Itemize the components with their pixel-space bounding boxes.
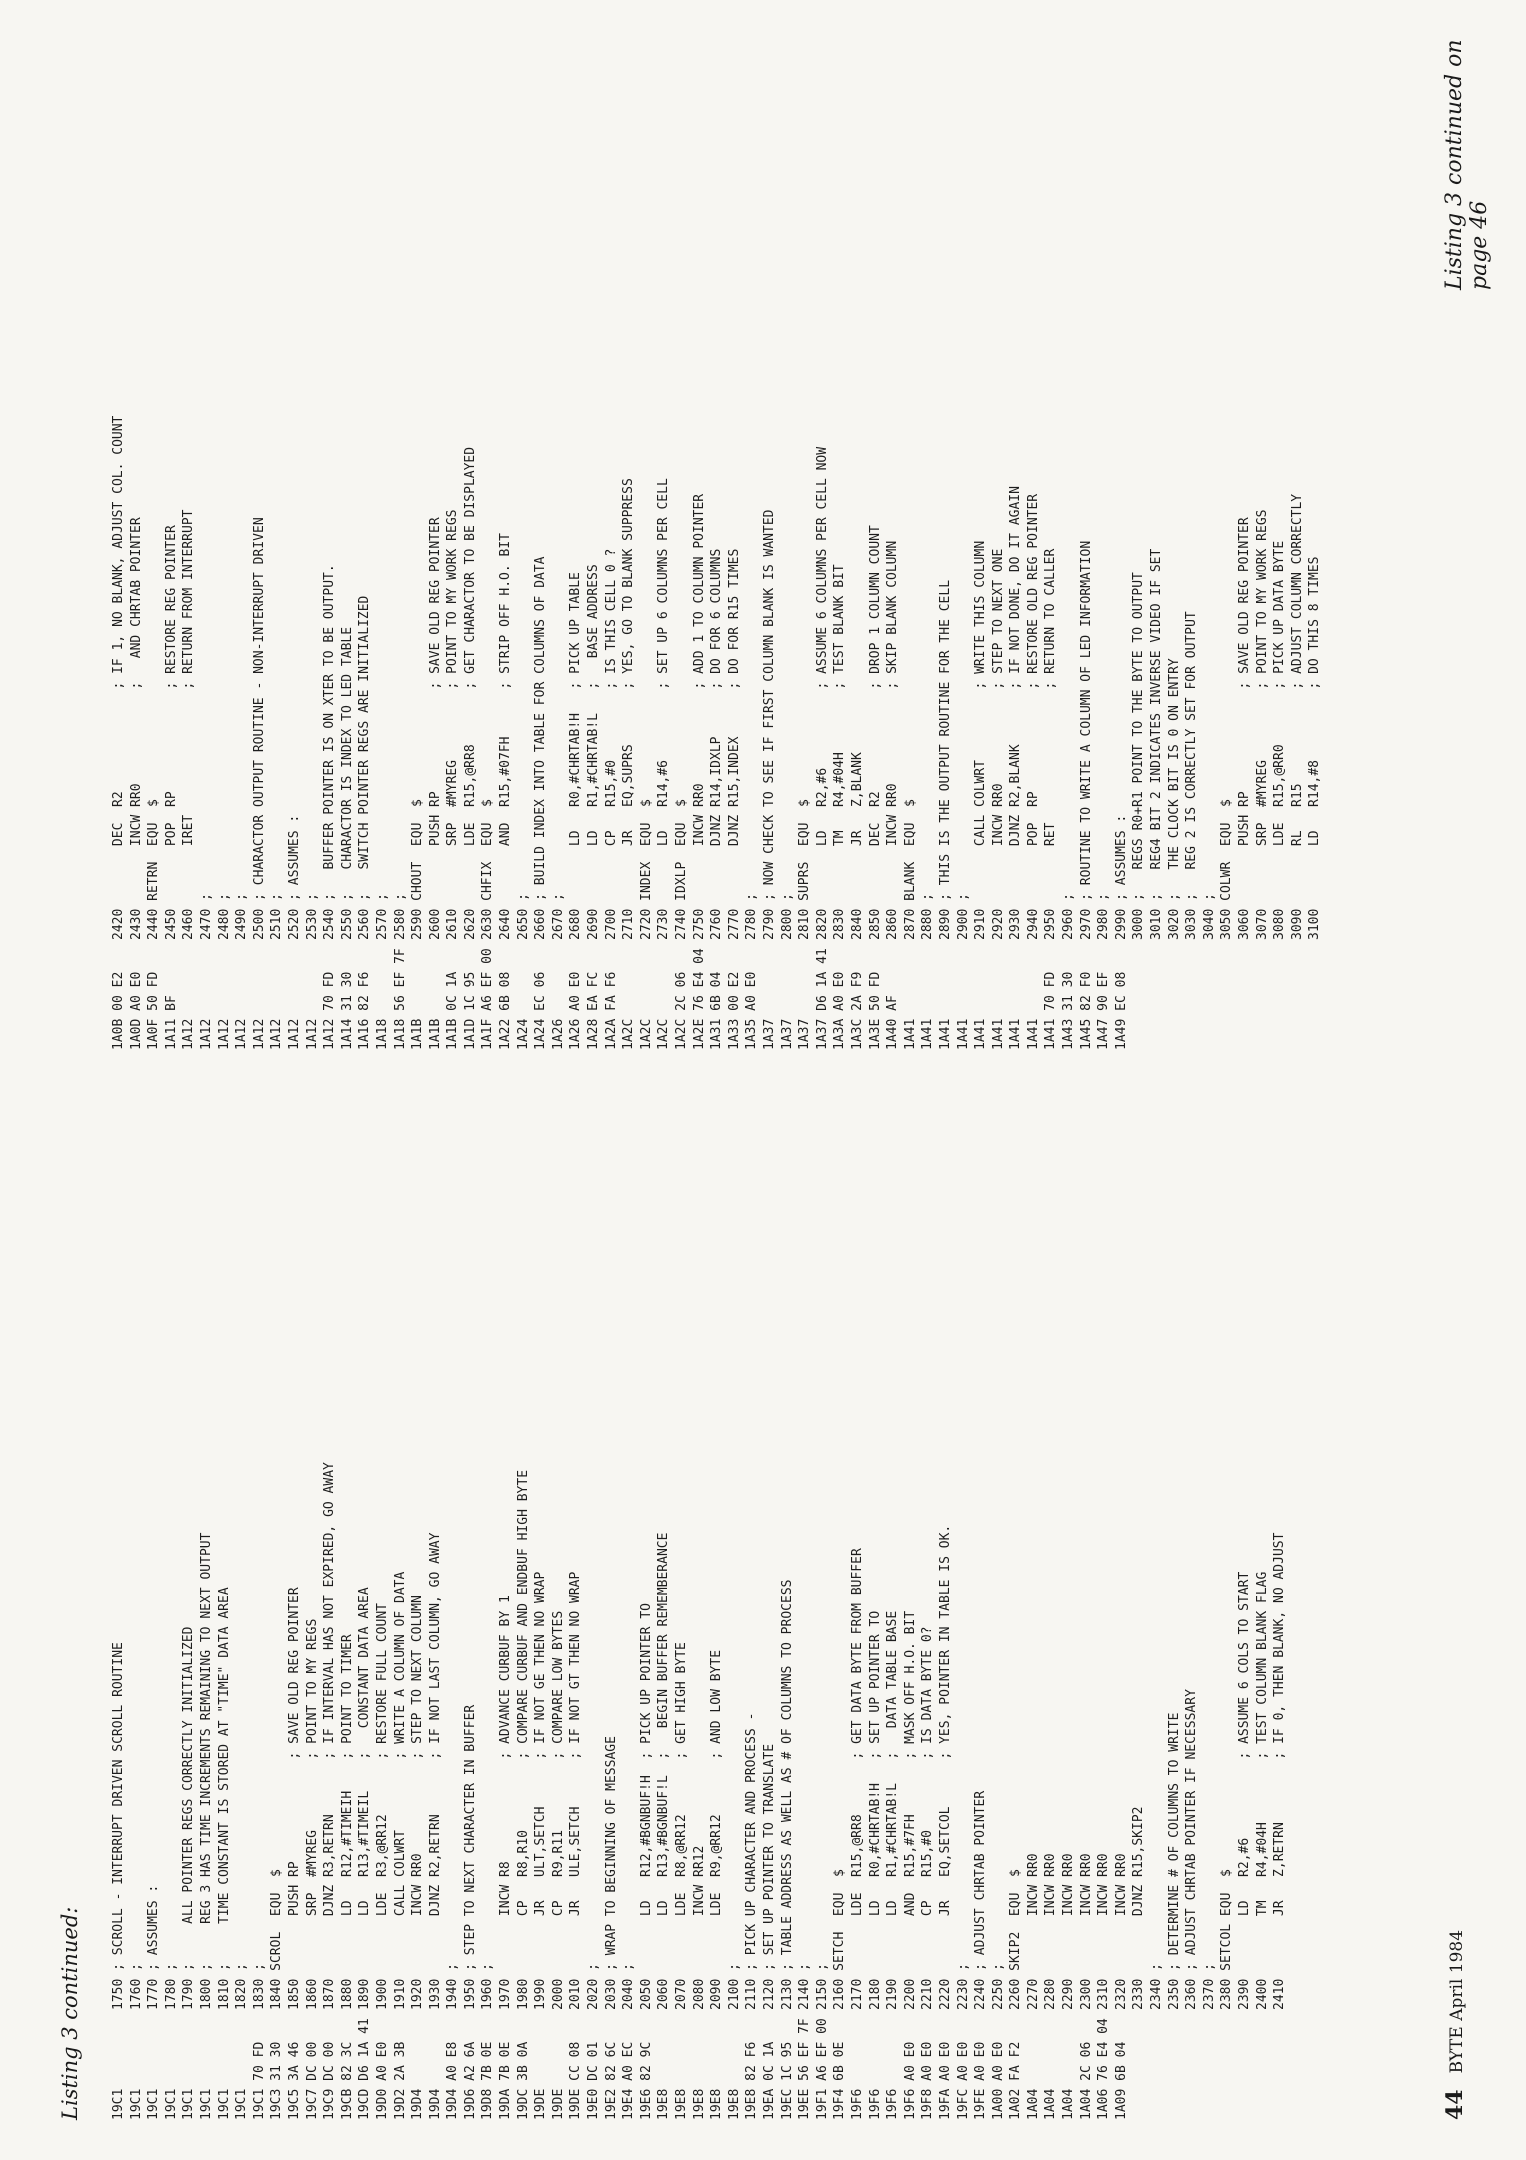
- listing-line: 1A09 6B 04: [1113, 2041, 1129, 2120]
- listing-line: 2850 DEC R2 ; DROP 1 COLUMN COUNT: [867, 525, 883, 940]
- listing-line: 1A12: [304, 1018, 320, 1050]
- listing-line: 1A1B: [410, 1018, 426, 1050]
- listing-line: 3050 COLWR EQU $: [1219, 799, 1235, 940]
- listing-line: 1840 SCROL EQU $: [269, 1869, 285, 2010]
- listing-line: 1A41: [1025, 1018, 1041, 1050]
- listing-line: 2200 AND R15,#7FH ; MASK OFF H.O. BIT: [902, 1610, 918, 2010]
- listing-line: 19F1 A6 EF 00: [814, 2018, 830, 2120]
- listing-line: 2730 LD R14,#6 ; SET UP 6 COLUMNS PER CELL: [656, 478, 672, 940]
- listing-line: 2610 SRP #MYREG ; POINT TO MY WORK REGS: [445, 509, 461, 940]
- listing-line: 1A28 EA FC: [586, 971, 602, 1050]
- listing-line: 19C1: [181, 2088, 197, 2120]
- listing-line: 2750 INCW RR0 ; ADD 1 TO COLUMN POINTER: [691, 493, 707, 940]
- listing-line: 2230 ;: [955, 1963, 971, 2010]
- page-footer: [1442, 1930, 1468, 2120]
- listing-line: 2980 ;: [1096, 893, 1112, 940]
- listing-line: 1A04: [1043, 2088, 1059, 2120]
- listing-line: 2560 ; SWITCH POINTER REGS ARE INITIALIZED: [357, 595, 373, 940]
- listing-line: 2190 LD R1,#CHRTAB!L ; DATA TABLE BASE: [885, 1610, 901, 2010]
- listing-line: 1A2E 76 E4 04: [691, 948, 707, 1050]
- listing-line: 19DC 3B 0A: [515, 2041, 531, 2120]
- listing-line: 1A31 6B 04: [709, 971, 725, 1050]
- listing-line: 1900 LDE R3,@RR12 ; RESTORE FULL COUNT: [374, 1603, 390, 2010]
- listing-line: 19E0 DC 01: [586, 2041, 602, 2120]
- listing-line: 1830 ;: [251, 1963, 267, 2010]
- listing-line: 2590 CHOUT EQU $: [410, 799, 426, 940]
- listing-line: 19C1: [163, 2088, 179, 2120]
- listing-line: 2530 ;: [304, 893, 320, 940]
- listing-line: 1A40 AF: [885, 995, 901, 1050]
- listing-line: 2380 SETCOL EQU $: [1219, 1869, 1235, 2010]
- listing-line: 1890 LD R13,#TIMEIL ; CONSTANT DATA AREA: [357, 1587, 373, 2010]
- listing-line: 19FE A0 E0: [973, 2041, 989, 2120]
- listing-line: 2030 ; WRAP TO BEGINNING OF MESSAGE: [603, 1736, 619, 2010]
- listing-line: 19C1: [111, 2088, 126, 2120]
- listing-line: 2520 ; ASSUMES :: [286, 814, 302, 940]
- listing-line: 2510 ;: [269, 893, 285, 940]
- listing-line: 1920 INCW RR0 ; STEP TO NEXT COLUMN: [410, 1595, 426, 2010]
- listing-line: 1A41: [1008, 1018, 1024, 1050]
- listing-line: 2860 INCW RR0 ; SKIP BLANK COLUMN: [885, 540, 901, 940]
- listing-line: 1A18: [374, 1018, 390, 1050]
- listing-line: 1A24: [515, 1018, 531, 1050]
- listing-line: 1A41 70 FD: [1043, 971, 1059, 1050]
- listing-line: 19E8: [674, 2088, 689, 2120]
- listing-line: 2700 CP R15,#0 ; IS THIS CELL 0 ?: [603, 548, 619, 940]
- listing-line: 19DE CC 08: [568, 2041, 584, 2120]
- listing-line: 1A2C: [621, 1018, 637, 1050]
- listing-line: 1A12: [198, 1018, 214, 1050]
- listing-line: 1A45 82 F0: [1078, 971, 1094, 1050]
- listing-line: 19E8: [656, 2088, 672, 2120]
- listing-line: 2450 POP RP ; RESTORE REG POINTER: [163, 525, 179, 940]
- listing-line: 2650 ;: [515, 893, 531, 940]
- listing-line: 1A26 A0 E0: [568, 971, 584, 1050]
- listing-line: 1A12: [286, 1018, 302, 1050]
- listing-line: 19D4 A0 E8: [445, 2041, 461, 2120]
- listing-line: 1750 ; SCROLL - INTERRUPT DRIVEN SCROLL ROUTINE: [111, 1642, 126, 2010]
- listing-line: 2500 ; CHARACTOR OUTPUT ROUTINE - NON-INTERRUPT DRIVEN: [251, 517, 267, 940]
- listing-line: 2660 ; BUILD INDEX INTO TABLE FOR COLUMNS OF DATA: [533, 556, 549, 940]
- listing-line: 19EC 1C 95: [779, 2041, 795, 2120]
- listing-line: 2180 LD R0,#CHRTAB!H ; SET UP POINTER TO: [867, 1610, 883, 2010]
- listing-line: 2950 RET ; RETURN TO CALLER: [1043, 548, 1059, 940]
- listing-line: 19E2 82 6C: [603, 2041, 619, 2120]
- listing-line: 1A43 31 30: [1061, 971, 1077, 1050]
- listing-line: 1A2C 2C 06: [674, 971, 689, 1050]
- listing-line: 2840 JR Z,BLANK: [849, 752, 865, 940]
- right-address-column: [110, 948, 1130, 1050]
- listing-line: 1A04: [1061, 2088, 1077, 2120]
- listing-line: 19C1: [146, 2088, 162, 2120]
- listing-line: 2320 INCW RR0: [1113, 1853, 1129, 2010]
- listing-line: 19F8 A0 E0: [920, 2041, 936, 2120]
- listing-line: 1940 ;: [445, 1963, 461, 2010]
- listing-line: 19F6: [867, 2088, 883, 2120]
- listing-line: 1A14 31 30: [339, 971, 355, 1050]
- listing-line: 1A0D A0 E0: [128, 971, 144, 1050]
- listing-line: 1A41: [902, 1018, 918, 1050]
- listing-line: 1A00 A0 E0: [990, 2041, 1006, 2120]
- listing-line: 19C5 3A 46: [286, 2041, 302, 2120]
- listing-line: 1A41: [955, 1018, 971, 1050]
- listing-line: 3060 PUSH RP ; SAVE OLD REG POINTER: [1237, 517, 1252, 940]
- listing-line: 2430 INCW RR0 ; AND CHRTAB POINTER: [128, 517, 144, 940]
- listing-line: 1780 ;: [163, 1963, 179, 2010]
- listing-line: 1A0F 50 FD: [146, 971, 162, 1050]
- listing-line: 3010 ; REG4 BIT 2 INDICATES INVERSE VIDEO IF SET: [1149, 548, 1165, 940]
- listing-line: 19E8 82 F6: [744, 2041, 760, 2120]
- listing-line: 2580 ;: [392, 893, 408, 940]
- listing-line: 1A22 6B 08: [498, 971, 514, 1050]
- listing-line: 2400 TM R4,#04H ; TEST COLUMN BLANK FLAG: [1254, 1571, 1270, 2010]
- listing-line: 1A35 A0 E0: [744, 971, 760, 1050]
- listing-line: 2930 DJNZ R2,BLANK ; IF NOT DONE, DO IT AGAIN: [1008, 486, 1024, 940]
- listing-line: 2250 ;: [990, 1963, 1006, 2010]
- listing-line: 1A12: [269, 1018, 285, 1050]
- listing-line: 2890 ; THIS IS THE OUTPUT ROUTINE FOR THE CELL: [937, 579, 953, 940]
- listing-line: 1A37: [797, 1018, 813, 1050]
- listing-line: 2550 ; CHARACTOR IS INDEX TO LED TABLE: [339, 626, 355, 940]
- listing-line: 2770 DJNZ R15,INDEX ; DO FOR R15 TIMES: [726, 548, 742, 940]
- listing-line: 1A1D 1C 95: [462, 971, 478, 1050]
- magazine-issue: BYTE April 1984: [1447, 1929, 1467, 2074]
- listing-line: 1A16 82 F6: [357, 971, 373, 1050]
- listing-line: 19D0 A0 E0: [374, 2041, 390, 2120]
- listing-line: 19D4: [427, 2088, 443, 2120]
- listing-line: 2370 ;: [1201, 1963, 1217, 2010]
- listing-line: 1A12: [234, 1018, 250, 1050]
- listing-line: 2780 ;: [744, 893, 760, 940]
- listing-line: 2350 ; DETERMINE # OF COLUMNS TO WRITE: [1166, 1712, 1182, 2010]
- listing-line: 1770 ; ASSUMES :: [146, 1884, 162, 2010]
- listing-line: 2270 INCW RR0: [1025, 1853, 1041, 2010]
- listing-line: 3040 ;: [1201, 893, 1217, 940]
- listing-line: 1760 ;: [128, 1963, 144, 2010]
- listing-line: 2600 PUSH RP ; SAVE OLD REG POINTER: [427, 517, 443, 940]
- listing-line: 19F6: [849, 2088, 865, 2120]
- listing-line: 2710 JR EQ,SUPRS ; YES, GO TO BLANK SUPPRESS: [621, 478, 637, 940]
- listing-line: 2280 INCW RR0: [1043, 1853, 1059, 2010]
- listing-line: 2310 INCW RR0: [1096, 1853, 1112, 2010]
- listing-line: 3000 ; REGS R0+R1 POINT TO THE BYTE TO OUTPUT: [1131, 572, 1147, 940]
- listing-line: 2100 ;: [726, 1963, 742, 2010]
- listing-line: 2870 BLANK EQU $: [902, 799, 918, 940]
- listing-line: 2690 LD R1,#CHRTAB!L ; BASE ADDRESS: [586, 564, 602, 940]
- listing-line: 1A26: [550, 1018, 566, 1050]
- listing-line: 2260 SKIP2 EQU $: [1008, 1869, 1024, 2010]
- listing-line: 2000 CP R9,R11 ; COMPARE LOW BYTES: [550, 1610, 566, 2010]
- listing-line: 19D8 7B 0E: [480, 2041, 496, 2120]
- listing-line: 3070 SRP #MYREG ; POINT TO MY WORK REGS: [1254, 509, 1270, 940]
- listing-line: 19CD D6 1A 41: [357, 2018, 373, 2120]
- listing-line: 3030 ; REG 2 IS CORRECTLY SET FOR OUTPUT: [1184, 611, 1200, 940]
- listing-line: 1A24 EC 06: [533, 971, 549, 1050]
- listing-line: 2470 ;: [198, 893, 214, 940]
- listing-line: 2460 IRET ; RETURN FROM INTERRUPT: [181, 509, 197, 940]
- listing-line: 2020 ;: [586, 1963, 602, 2010]
- listing-line: 19C1: [128, 2088, 144, 2120]
- listing-line: 19C9 DC 00: [322, 2041, 338, 2120]
- listing-line: 19E6 82 9C: [638, 2041, 654, 2120]
- listing-line: 2810 SUPRS EQU $: [797, 799, 813, 940]
- listing-line: 3080 LDE R15,@RR0 ; PICK UP DATA BYTE: [1272, 540, 1288, 940]
- listing-line: 19DE: [550, 2088, 566, 2120]
- listing-line: 3020 ; THE CLOCK BIT IS 0 ON ENTRY: [1166, 658, 1182, 940]
- listing-line: 1A1B 0C 1A: [445, 971, 461, 1050]
- listing-line: 1990 JR ULT,SETCH ; IF NOT GE THEN NO WRAP: [533, 1571, 549, 2010]
- listing-line: 19C1: [216, 2088, 232, 2120]
- listing-line: 2990 ; ASSUMES :: [1113, 814, 1129, 940]
- listing-line: 2940 POP RP ; RESTORE OLD REG POINTER: [1025, 493, 1041, 940]
- listing-line: 1A12: [181, 1018, 197, 1050]
- listing-line: 2210 CP R15,#0 ; IS DATA BYTE 0?: [920, 1626, 936, 2010]
- listing-line: 1810 ; TIME CONSTANT IS STORED AT "TIME" DATA AREA: [216, 1587, 232, 2010]
- listing-line: 1A2C: [656, 1018, 672, 1050]
- listing-line: 19F6: [885, 2088, 901, 2120]
- listing-line: 2420 DEC R2 ; IF 1, NO BLANK, ADJUST COL. COUNT: [111, 415, 126, 940]
- listing-line: 2040 ;: [621, 1963, 637, 2010]
- listing-line: 19E8: [691, 2088, 707, 2120]
- listing-line: 1950 ; STEP TO NEXT CHARACTER IN BUFFER: [462, 1704, 478, 2010]
- listing-line: 1A0B 00 E2: [111, 971, 126, 1050]
- listing-line: 2130 ; TABLE ADDRESS AS WELL AS # OF COLUMNS TO PROCESS: [779, 1579, 795, 2010]
- listing-line: 2970 ; ROUTINE TO WRITE A COLUMN OF LED INFORMATION: [1078, 540, 1094, 940]
- listing-line: 19DE: [533, 2088, 549, 2120]
- listing-line: 3090 RL R15 ; ADJUST COLUMN CORRECTLY: [1289, 493, 1305, 940]
- listing-line: 2080 INCW RR12: [691, 1845, 707, 2010]
- listing-line: 2010 JR ULE,SETCH ; IF NOT GT THEN NO WRAP: [568, 1571, 584, 2010]
- listing-line: 1A3C 2A F9: [849, 971, 865, 1050]
- listing-line: 1880 LD R12,#TIMEIH ; POINT TO TIMER: [339, 1634, 355, 2010]
- listing-line: 1960 ;: [480, 1963, 496, 2010]
- listing-line: 19F4 6B 0E: [832, 2041, 848, 2120]
- listing-line: 2090 LDE R9,@RR12 ; AND LOW BYTE: [709, 1649, 725, 2010]
- listing-line: 2480 ;: [216, 893, 232, 940]
- listing-line: 1A02 FA F2: [1008, 2041, 1024, 2120]
- listing-line: 2740 IDXLP EQU $: [674, 799, 689, 940]
- listing-line: 19E8: [726, 2088, 742, 2120]
- listing-line: 1870 DJNZ R3,RETRN ; IF INTERVAL HAS NOT EXPIRED, GO AWAY: [322, 1462, 338, 2010]
- listing-line: 2960 ;: [1061, 893, 1077, 940]
- listing-line: 1A37 D6 1A 41: [814, 948, 830, 1050]
- listing-line: 1980 CP R8,R10 ; COMPARE CURBUF AND ENDBUF HIGH BYTE: [515, 1469, 531, 2010]
- listing-line: 1860 SRP #MYREG ; POINT TO MY REGS: [304, 1618, 320, 2010]
- listing-line: 19F6 A0 E0: [902, 2041, 918, 2120]
- listing-line: 1A04: [1025, 2088, 1041, 2120]
- listing-line: 2340 ;: [1149, 1963, 1165, 2010]
- listing-line: 1930 DJNZ R2,RETRN ; IF NOT LAST COLUMN, GO AWAY: [427, 1532, 443, 2010]
- listing-line: 19E8: [709, 2088, 725, 2120]
- listing-line: 19EE 56 EF 7F: [797, 2018, 813, 2120]
- listing-line: 19D4: [410, 2088, 426, 2120]
- listing-line: 2570 ;: [374, 893, 390, 940]
- listing-line: 2910 CALL COLWRT ; WRITE THIS COLUMN: [973, 540, 989, 940]
- listing-line: 2240 ; ADJUST CHRTAB POINTER: [973, 1790, 989, 2010]
- listing-line: 2150 ;: [814, 1963, 830, 2010]
- listing-line: 1A12: [216, 1018, 232, 1050]
- listing-line: 2050 LD R12,#BGNBUF!H ; PICK UP POINTER TO: [638, 1603, 654, 2010]
- listing-line: 19C7 DC 00: [304, 2041, 320, 2120]
- listing-line: 2720 INDEX EQU $: [638, 799, 654, 940]
- listing-line: 2410 JR Z,RETRN ; IF 0, THEN BLANK, NO ADJUST: [1272, 1532, 1288, 2010]
- listing-line: 19E4 A0 EC: [621, 2041, 637, 2120]
- listing-line: 2390 LD R2,#6 ; ASSUME 6 COLS TO START: [1237, 1571, 1252, 2010]
- listing-line: 2160 SETCH EQU $: [832, 1869, 848, 2010]
- listing-line: 2360 ; ADJUST CHRTAB POINTER IF NECESSARY: [1184, 1689, 1200, 2010]
- listing-line: 1A06 76 E4 04: [1096, 2018, 1112, 2120]
- listing-line: 1A33 00 E2: [726, 971, 742, 1050]
- listing-line: 2790 ; NOW CHECK TO SEE IF FIRST COLUMN BLANK IS WANTED: [761, 509, 777, 940]
- listing-line: 2490 ;: [234, 893, 250, 940]
- listing-line: 2330 DJNZ R15,SKIP2: [1131, 1806, 1147, 2010]
- listing-line: 1A11 BF: [163, 995, 179, 1050]
- continued-note: Listing 3 continued on page 46: [1442, 39, 1492, 290]
- page-number: 44: [1442, 2089, 1468, 2120]
- listing-line: 1A41: [937, 1018, 953, 1050]
- listing-line: 19DA 7B 0E: [498, 2041, 514, 2120]
- listing-line: 19CB 82 3C: [339, 2041, 355, 2120]
- listing-line: 1A04 2C 06: [1078, 2041, 1094, 2120]
- listing-line: 2290 INCW RR0: [1061, 1853, 1077, 2010]
- listing-line: 3100 LD R14,#8 ; DO THIS 8 TIMES: [1307, 556, 1323, 940]
- listing-line: 1A37: [761, 1018, 777, 1050]
- listing-line: 1A41: [973, 1018, 989, 1050]
- listing-line: 1A1F A6 EF 00: [480, 948, 496, 1050]
- listing-header: Listing 3 continued:: [58, 1906, 82, 2120]
- listing-line: 2630 CHFIX EQU $: [480, 799, 496, 940]
- listing-line: 2120 ; SET UP POINTER TO TRANSLATE: [761, 1743, 777, 2010]
- listing-line: 1A47 90 EF: [1096, 971, 1112, 1050]
- listing-line: 1A3E 50 FD: [867, 971, 883, 1050]
- listing-line: 2140 ;: [797, 1963, 813, 2010]
- listing-line: 19C1: [234, 2088, 250, 2120]
- listing-line: 19D6 A2 6A: [462, 2041, 478, 2120]
- listing-line: 19C1: [198, 2088, 214, 2120]
- listing-line: 2440 RETRN EQU $: [146, 799, 162, 940]
- listing-line: 19FA A0 E0: [937, 2041, 953, 2120]
- listing-line: 19EA 0C 1A: [761, 2041, 777, 2120]
- listing-line: 1A37: [779, 1018, 795, 1050]
- listing-line: 19FC A0 E0: [955, 2041, 971, 2120]
- listing-line: 1970 INCW R8 ; ADVANCE CURBUF BY 1: [498, 1595, 514, 2010]
- right-source-column: [110, 416, 1324, 940]
- listing-line: 1A12: [251, 1018, 267, 1050]
- listing-line: 2110 ; PICK UP CHARACTER AND PROCESS -: [744, 1712, 760, 2010]
- listing-line: 2800 ;: [779, 893, 795, 940]
- listing-line: 1A1B: [427, 1018, 443, 1050]
- listing-line: 1A49 EC 08: [1113, 971, 1129, 1050]
- listing-line: 1A12 70 FD: [322, 971, 338, 1050]
- listing-line: 19D2 2A 3B: [392, 2041, 408, 2120]
- listing-line: 19C1 70 FD: [251, 2041, 267, 2120]
- listing-line: 2670 ;: [550, 893, 566, 940]
- listing-line: 2680 LD R0,#CHRTAB!H ; PICK UP TABLE: [568, 572, 584, 940]
- left-address-column: [110, 2018, 1130, 2120]
- listing-line: 2620 LDE R15,@RR8 ; GET CHARACTOR TO BE DISPLAYED: [462, 446, 478, 940]
- listing-line: 1A2C: [638, 1018, 654, 1050]
- listing-line: 2760 DJNZ R14,IDXLP ; DO FOR 6 COLUMNS: [709, 548, 725, 940]
- listing-line: 2300 INCW RR0: [1078, 1853, 1094, 2010]
- listing-line: 2830 TM R4,#04H ; TEST BLANK BIT: [832, 564, 848, 940]
- listing-line: 2540 ; BUFFER POINTER IS ON XTER TO BE OUTPUT.: [322, 564, 338, 940]
- listing-line: 2170 LDE R15,@RR8 ; GET DATA BYTE FROM BUFFER: [849, 1548, 865, 2010]
- listing-line: 2060 LD R13,#BGNBUF!L ; BEGIN BUFFER REMEMBERANCE: [656, 1532, 672, 2010]
- listing-line: 2070 LDE R8,@RR12 ; GET HIGH BYTE: [674, 1642, 689, 2010]
- listing-line: 1A3A A0 E0: [832, 971, 848, 1050]
- listing-line: 1910 CALL COLWRT ; WRITE A COLUMN OF DATA: [392, 1571, 408, 2010]
- listing-line: 2820 LD R2,#6 ; ASSUME 6 COLUMNS PER CELL NOW: [814, 446, 830, 940]
- listing-line: 2920 INCW RR0 ; STEP TO NEXT ONE: [990, 548, 1006, 940]
- listing-line: 19C3 31 30: [269, 2041, 285, 2120]
- listing-line: 1A2A FA F6: [603, 971, 619, 1050]
- listing-line: 1800 ; REG 3 HAS TIME INCREMENTS REMAINING TO NEXT OUTPUT: [198, 1532, 214, 2010]
- listing-line: 2880 ;: [920, 893, 936, 940]
- left-source-column: [110, 1462, 1289, 2010]
- listing-line: 1A18 56 EF 7F: [392, 948, 408, 1050]
- listing-line: 2220 JR EQ,SETCOL ; YES, POINTER IN TABLE IS OK.: [937, 1524, 953, 2010]
- listing-line: 1A41: [990, 1018, 1006, 1050]
- listing-line: 1790 ; ALL POINTER REGS CORRECTLY INITIALIZED: [181, 1626, 197, 2010]
- listing-line: 1820 ;: [234, 1963, 250, 2010]
- listing-line: 2900 ;: [955, 893, 971, 940]
- listing-line: 1A41: [920, 1018, 936, 1050]
- listing-line: 1850 PUSH RP ; SAVE OLD REG POINTER: [286, 1587, 302, 2010]
- listing-line: 2640 AND R15,#07FH ; STRIP OFF H.O. BIT: [498, 533, 514, 940]
